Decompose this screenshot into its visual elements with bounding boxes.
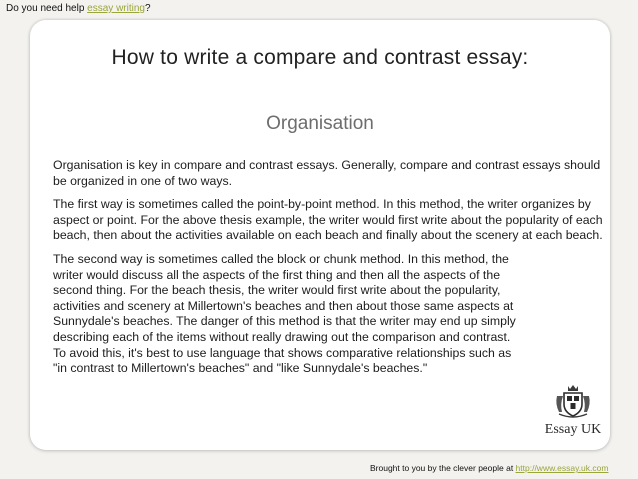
essay-uk-link[interactable]: http://www.essay.uk.com [515, 463, 609, 473]
bottom-credit [370, 463, 608, 473]
section-heading: Organisation [266, 113, 374, 134]
banner-prefix: Do you need help [6, 3, 88, 14]
slide-title: How to write a compare and contrast essay: [111, 46, 529, 69]
slide-body [53, 158, 608, 385]
slide-card [30, 20, 610, 450]
paragraph-point-by-point: The first way is sometimes called the point-by-point method. In this method, the writer organizes by aspect or point. For the above thesis example, the writer would first write about the popularity of each beach, then about the activities available on each beach and finally about the scenery at each beach. [53, 197, 603, 243]
logo-text: Essay UK [544, 422, 602, 437]
essay-writing-link[interactable]: essay writing [87, 3, 145, 14]
essay-uk-logo [542, 382, 604, 438]
top-banner [6, 3, 151, 14]
credit-prefix: Brought to you by the clever people at [370, 463, 516, 473]
paragraph-intro: Organisation is key in compare and contrast essays. Generally, compare and contrast essays should be organized in one of two ways. [53, 158, 601, 188]
paragraph-block-method: The second way is sometimes called the block or chunk method. In this method, the writer would discuss all the aspects of the first thing and then all the aspects of the second thing. For the beach thesis, the writer would first write about the popularity, activities and scenery at Millertown's beaches and then about those same aspects at Sunnydale's beaches. The danger of this method is that the writer may end up simply describing each of the items without really drawing out the comparison and contrast. To avoid this, it's best to use language that shows comparative relationships such as "in contrast to Millertown's beaches" and "like Sunnydale's beaches." [53, 251, 516, 376]
crest-icon [553, 382, 593, 420]
banner-suffix: ? [144, 3, 151, 14]
